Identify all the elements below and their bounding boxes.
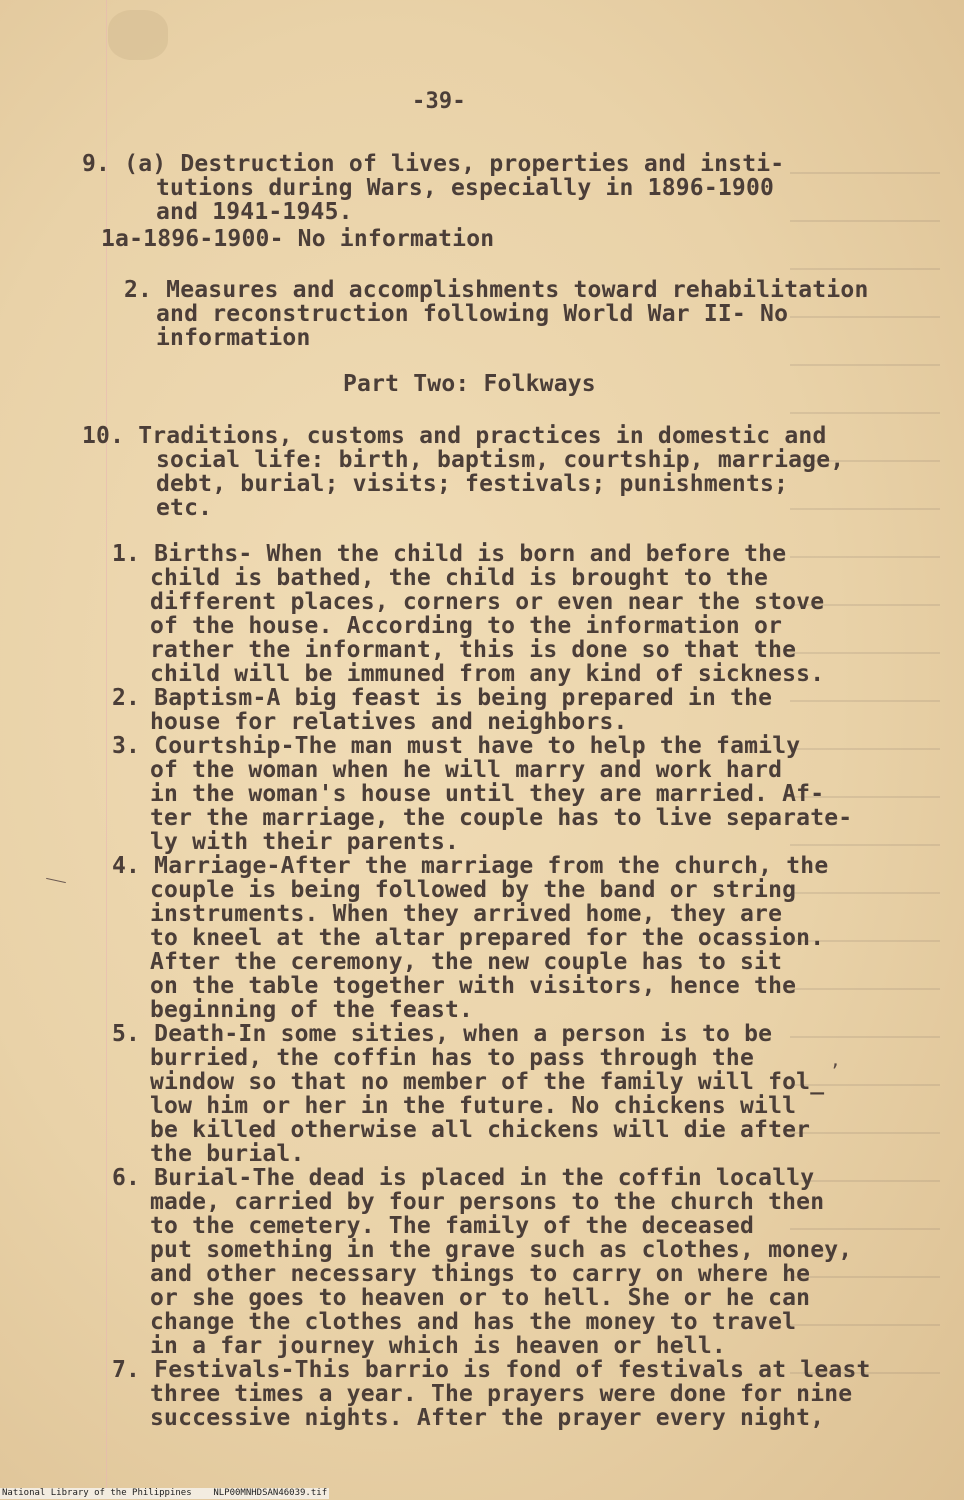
item-line: and other necessary things to carry on where he <box>150 1261 811 1287</box>
item-line: rather the informant, this is done so that the <box>150 637 797 663</box>
item-line: to the cemetery. The family of the deceased <box>150 1213 755 1239</box>
item-line: to kneel at the altar prepared for the ocassion. <box>150 925 825 951</box>
item-line: 6. Burial-The dead is placed in the coffin locally <box>112 1165 815 1191</box>
item-line: 1. Births- When the child is born and before the <box>112 541 787 567</box>
item-line: of the house. According to the information or <box>150 613 783 639</box>
item-line: instruments. When they arrived home, they are <box>150 901 783 927</box>
section10-line: etc. <box>156 495 213 521</box>
margin-pencil-mark <box>46 878 66 883</box>
item-line: be killed otherwise all chickens will die after <box>150 1117 811 1143</box>
item-line: put something in the grave such as clothes, money, <box>150 1237 853 1263</box>
item-line: change the clothes and has the money to travel <box>150 1309 797 1335</box>
section10-line: 10. Traditions, customs and practices in domestic and <box>82 423 827 449</box>
section10-line: social life: birth, baptism, courtship, marriage, <box>156 447 845 473</box>
item-line: of the woman when he will marry and work hard <box>150 757 783 783</box>
item-line: in a far journey which is heaven or hell. <box>150 1333 726 1359</box>
item-line: house for relatives and neighbors. <box>150 709 628 735</box>
item-line: low him or her in the future. No chickens will <box>150 1093 797 1119</box>
margin-rule <box>106 0 107 1500</box>
item-line: ly with their parents. <box>150 829 460 855</box>
section9-line: 2. Measures and accomplishments toward rehabilitation <box>124 277 869 303</box>
section9-line: 9. (a) Destruction of lives, properties and insti- <box>82 151 785 177</box>
section9-line: information <box>156 325 311 351</box>
item-line: 5. Death-In some sities, when a person is to be <box>112 1021 773 1047</box>
item-line: successive nights. After the prayer every night, <box>150 1405 825 1431</box>
section9-line: and reconstruction following World War II- No <box>156 301 789 327</box>
scan-footer: National Library of the Philippines NLP00MNHDSAN46039.tif <box>2 1488 328 1498</box>
item-line: on the table together with visitors, hence the <box>150 973 797 999</box>
item-line: 2. Baptism-A big feast is being prepared in the <box>112 685 773 711</box>
item-line: beginning of the feast. <box>150 997 474 1023</box>
item-line: in the woman's house until they are married. Af- <box>150 781 825 807</box>
item-line: child will be immuned from any kind of sickness. <box>150 661 825 687</box>
item-line: or she goes to heaven or to hell. She or he can <box>150 1285 811 1311</box>
item-line: made, carried by four persons to the church then <box>150 1189 825 1215</box>
item-line: three times a year. The prayers were done for nine <box>150 1381 853 1407</box>
section9-line: tutions during Wars, especially in 1896-1900 <box>156 175 775 201</box>
item-line: window so that no member of the family will fol_ <box>150 1069 825 1095</box>
section9-line: 1a-1896-1900- No information <box>101 226 495 252</box>
item-line: 7. Festivals-This barrio is fond of festivals at least <box>112 1357 871 1383</box>
item-line: different places, corners or even near the stove <box>150 589 825 615</box>
page-number: -39- <box>412 89 466 114</box>
item-line: ter the marriage, the couple has to live separate- <box>150 805 853 831</box>
section9-line: and 1941-1945. <box>156 199 353 225</box>
part-heading: Part Two: Folkways <box>343 371 596 397</box>
section10-line: debt, burial; visits; festivals; punishments; <box>156 471 789 497</box>
item-line: burried, the coffin has to pass through the <box>150 1045 755 1071</box>
item-line: the burial. <box>150 1141 305 1167</box>
item-line: After the ceremony, the new couple has to sit <box>150 949 783 975</box>
paper-smudge <box>108 10 168 60</box>
stray-ink-mark: , <box>830 1050 841 1071</box>
item-line: 4. Marriage-After the marriage from the church, the <box>112 853 829 879</box>
item-line: child is bathed, the child is brought to the <box>150 565 769 591</box>
item-line: 3. Courtship-The man must have to help the family <box>112 733 801 759</box>
item-line: couple is being followed by the band or string <box>150 877 797 903</box>
